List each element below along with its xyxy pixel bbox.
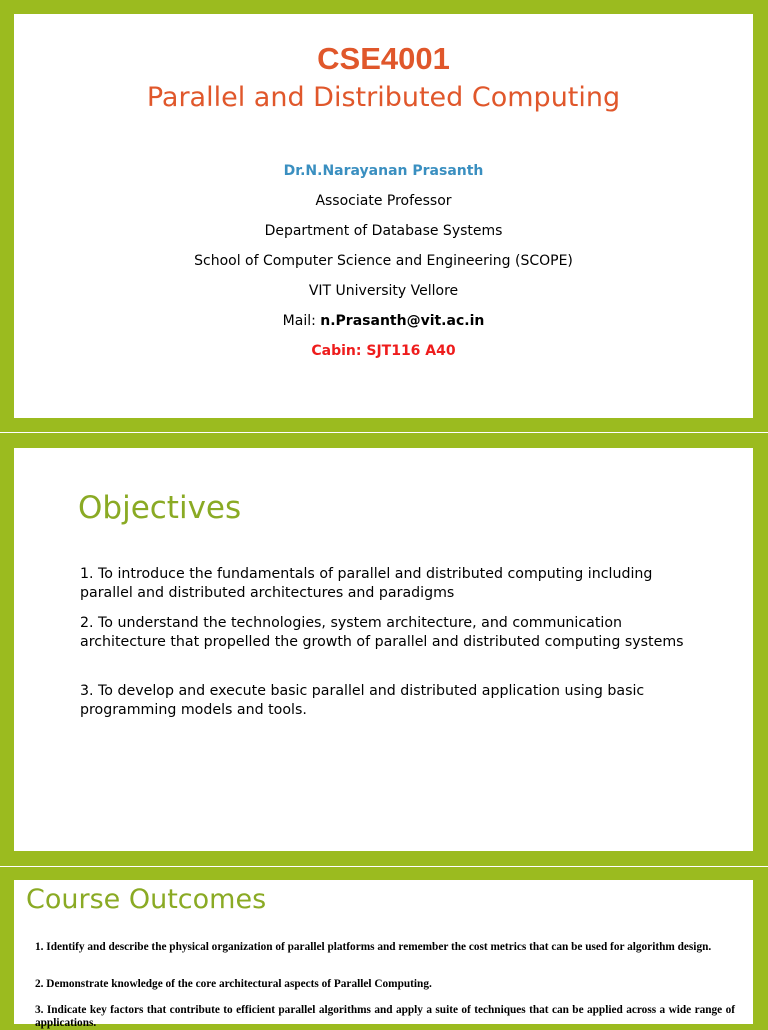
department: Department of Database Systems xyxy=(264,223,503,239)
school: School of Computer Science and Engineering (SCOPE) xyxy=(194,253,573,269)
author-role: Associate Professor xyxy=(315,193,452,209)
objective-item: 1. To introduce the fundamentals of parallel and distributed computing including parallel and distributed architectures and paradigms xyxy=(80,566,653,601)
cabin-info: Cabin: SJT116 A40 xyxy=(311,343,456,359)
slide-divider xyxy=(0,866,768,867)
title-slide xyxy=(14,14,753,418)
mail-address[interactable]: n.Prasanth@vit.ac.in xyxy=(320,313,485,329)
outcome-item: 1. Identify and describe the physical organization of parallel platforms and remember the cost metrics that can be used for algorithm design. xyxy=(35,941,712,953)
objective-item: 3. To develop and execute basic parallel and distributed application using basic programming models and tools. xyxy=(80,683,645,718)
mail-label: Mail: xyxy=(282,313,321,329)
objectives-slide xyxy=(14,448,753,851)
outcome-item: 3. Indicate key factors that contribute to efficient parallel algorithms and apply a suite of techniques that can be applied across a wide range of applications. xyxy=(35,1004,735,1029)
course-code: CSE4001 xyxy=(317,41,450,76)
objective-item: 2. To understand the technologies, system architecture, and communication architecture that propelled the growth of parallel and distributed computing systems xyxy=(80,615,684,650)
course-title: Parallel and Distributed Computing xyxy=(146,82,621,113)
course-outcomes-heading: Course Outcomes xyxy=(26,884,267,915)
objectives-heading: Objectives xyxy=(78,490,242,526)
course-outcomes-slide xyxy=(14,880,753,1029)
slide-divider xyxy=(0,432,768,433)
author-name: Dr.N.Narayanan Prasanth xyxy=(283,163,484,179)
mail-line xyxy=(14,313,753,329)
outcome-item: 2. Demonstrate knowledge of the core architectural aspects of Parallel Computing. xyxy=(35,978,432,990)
university: VIT University Vellore xyxy=(308,283,459,299)
